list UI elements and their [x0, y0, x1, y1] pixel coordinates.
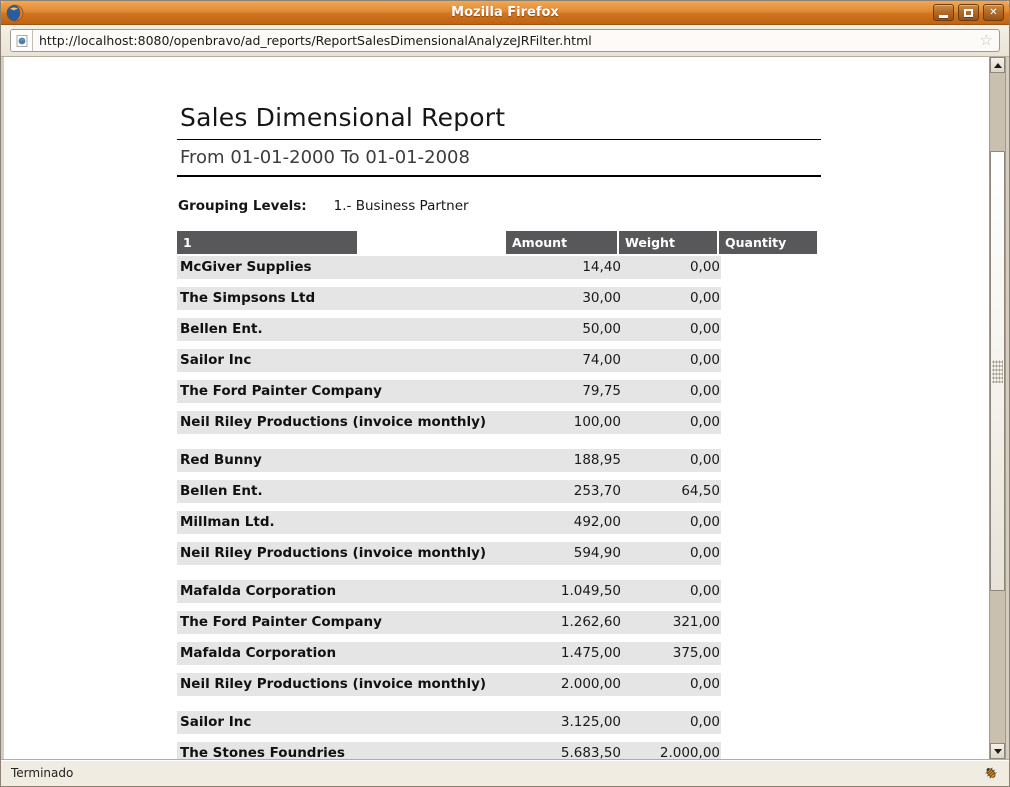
- weight-value: 0,00: [689, 414, 720, 430]
- amount-value: 50,00: [582, 321, 621, 337]
- row-band: [177, 711, 721, 734]
- row-band: [177, 411, 721, 434]
- partner-name: McGiver Supplies: [180, 259, 312, 275]
- table-row: [177, 673, 821, 696]
- weight-value: 0,00: [689, 583, 720, 599]
- amount-value: 3.125,00: [560, 714, 621, 730]
- amount-value: 1.262,60: [560, 614, 621, 630]
- partner-name: Red Bunny: [180, 452, 262, 468]
- table-row: [177, 542, 821, 565]
- table-row: [177, 611, 821, 634]
- amount-value: 1.049,50: [560, 583, 621, 599]
- row-band: [177, 642, 721, 665]
- amount-value: 30,00: [582, 290, 621, 306]
- quantity-value: [723, 642, 821, 665]
- vertical-scrollbar[interactable]: [989, 57, 1006, 759]
- partner-name: Millman Ltd.: [180, 514, 275, 530]
- weight-value: 321,00: [672, 614, 720, 630]
- weight-value: 0,00: [689, 321, 720, 337]
- row-band: [177, 380, 721, 403]
- weight-value: 0,00: [689, 383, 720, 399]
- table-row: [177, 256, 821, 279]
- date-rule: [177, 175, 821, 177]
- arrow-down-icon: [994, 749, 1002, 754]
- partner-name: Neil Riley Productions (invoice monthly): [180, 545, 487, 561]
- amount-value: 74,00: [582, 352, 621, 368]
- table-row: [177, 511, 821, 534]
- content-area: [1, 57, 1009, 759]
- amount-value: 5.683,50: [560, 745, 621, 759]
- report-date-range: From 01-01-2000 To 01-01-2008: [180, 147, 470, 168]
- weight-value: 0,00: [689, 352, 720, 368]
- quantity-value: [723, 511, 821, 534]
- row-band: [177, 480, 721, 503]
- table-row: [177, 318, 821, 341]
- report-title: Sales Dimensional Report: [180, 103, 506, 132]
- partner-name: Sailor Inc: [180, 352, 252, 368]
- weight-value: 2.000,00: [659, 745, 720, 759]
- partner-name: Bellen Ent.: [180, 321, 263, 337]
- row-band: [177, 742, 721, 759]
- close-icon: ✕: [989, 6, 998, 18]
- row-band: [177, 287, 721, 310]
- amount-value: 188,95: [573, 452, 621, 468]
- weight-value: 0,00: [689, 514, 720, 530]
- table-row: [177, 380, 821, 403]
- grouping-value: 1.- Business Partner: [333, 198, 469, 214]
- grouping-levels: [178, 198, 821, 214]
- table-row: [177, 580, 821, 603]
- minimize-icon: [939, 15, 948, 18]
- amount-value: 253,70: [573, 483, 621, 499]
- row-band: [177, 542, 721, 565]
- scroll-down-button[interactable]: [990, 743, 1005, 759]
- row-band: [177, 349, 721, 372]
- header-spacer: [357, 231, 506, 254]
- favicon-box: [11, 30, 33, 51]
- partner-name: The Simpsons Ltd: [180, 290, 316, 306]
- partner-name: Mafalda Corporation: [180, 583, 337, 599]
- status-bar: [1, 759, 1009, 786]
- maximize-button[interactable]: [958, 4, 979, 21]
- weight-value: 0,00: [689, 290, 720, 306]
- table-row: [177, 742, 821, 759]
- header-weight: Weight: [619, 231, 717, 254]
- url-bar[interactable]: [10, 29, 1000, 52]
- amount-value: 14,40: [582, 259, 621, 275]
- title-rule: [177, 139, 821, 140]
- weight-value: 0,00: [689, 714, 720, 730]
- firefox-logo-icon: [6, 4, 24, 22]
- header-amount: Amount: [506, 231, 617, 254]
- quantity-value: [723, 449, 821, 472]
- table-header-row: [177, 231, 821, 254]
- row-band: [177, 580, 721, 603]
- row-band: [177, 673, 721, 696]
- window-title: Mozilla Firefox: [451, 5, 559, 20]
- quantity-value: [723, 256, 821, 279]
- url-input[interactable]: [33, 30, 974, 51]
- window-titlebar[interactable]: [1, 1, 1009, 25]
- amount-value: 2.000,00: [560, 676, 621, 692]
- quantity-value: [723, 711, 821, 734]
- amount-value: 1.475,00: [560, 645, 621, 661]
- weight-value: 0,00: [689, 259, 720, 275]
- scroll-up-button[interactable]: [990, 57, 1005, 73]
- amount-value: 79,75: [582, 383, 621, 399]
- quantity-value: [723, 480, 821, 503]
- row-band: [177, 449, 721, 472]
- firebug-icon[interactable]: [983, 765, 999, 781]
- row-band: [177, 511, 721, 534]
- maximize-icon: [964, 9, 973, 17]
- table-row: [177, 287, 821, 310]
- quantity-value: [723, 673, 821, 696]
- quantity-value: [723, 411, 821, 434]
- table-row: [177, 449, 821, 472]
- quantity-value: [723, 287, 821, 310]
- thumb-grip: [992, 360, 1003, 383]
- table-row: [177, 642, 821, 665]
- table-row: [177, 480, 821, 503]
- table-row: [177, 711, 821, 734]
- row-band: [177, 318, 721, 341]
- status-text: Terminado: [11, 766, 74, 780]
- row-band: [177, 256, 721, 279]
- quantity-value: [723, 542, 821, 565]
- close-button[interactable]: [983, 4, 1004, 21]
- partner-name: The Ford Painter Company: [180, 614, 382, 630]
- page-globe-icon: [16, 35, 28, 47]
- amount-value: 594,90: [573, 545, 621, 561]
- grouping-label: Grouping Levels:: [178, 198, 307, 214]
- quantity-value: [723, 318, 821, 341]
- amount-value: 492,00: [573, 514, 621, 530]
- partner-name: The Ford Painter Company: [180, 383, 382, 399]
- report-page: [4, 57, 989, 759]
- quantity-value: [723, 349, 821, 372]
- minimize-button[interactable]: [933, 4, 954, 21]
- sales-dimensional-report: [177, 103, 821, 759]
- weight-value: 0,00: [689, 676, 720, 692]
- weight-value: 0,00: [689, 452, 720, 468]
- quantity-value: [723, 580, 821, 603]
- bookmark-star-icon[interactable]: ☆: [979, 31, 993, 49]
- table-row: [177, 349, 821, 372]
- partner-name: Mafalda Corporation: [180, 645, 337, 661]
- weight-value: 0,00: [689, 545, 720, 561]
- partner-name: Neil Riley Productions (invoice monthly): [180, 676, 487, 692]
- partner-name: Sailor Inc: [180, 714, 252, 730]
- quantity-value: [723, 742, 821, 759]
- amount-value: 100,00: [573, 414, 621, 430]
- arrow-up-icon: [994, 63, 1002, 68]
- weight-value: 375,00: [672, 645, 720, 661]
- navigation-toolbar: [1, 25, 1009, 57]
- partner-name: The Stones Foundries: [180, 745, 345, 759]
- weight-value: 64,50: [681, 483, 720, 499]
- partner-name: Neil Riley Productions (invoice monthly): [180, 414, 487, 430]
- row-band: [177, 611, 721, 634]
- scrollbar-thumb[interactable]: [990, 151, 1005, 591]
- quantity-value: [723, 611, 821, 634]
- table-row: [177, 411, 821, 434]
- header-group-level: 1: [177, 231, 357, 254]
- header-quantity: Quantity: [719, 231, 817, 254]
- quantity-value: [723, 380, 821, 403]
- partner-name: Bellen Ent.: [180, 483, 263, 499]
- table-rows: [177, 256, 821, 759]
